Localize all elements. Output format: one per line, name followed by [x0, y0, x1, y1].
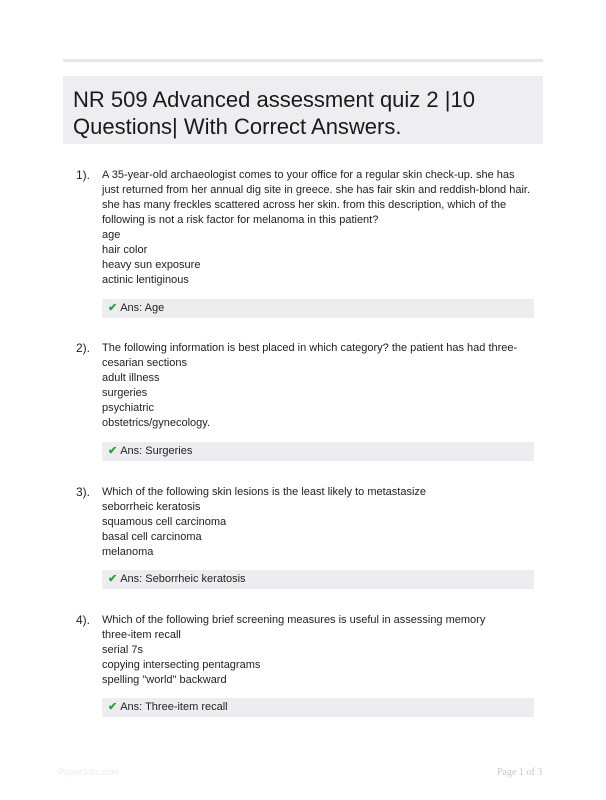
- option: adult illness: [102, 372, 160, 384]
- option: copying intersecting pentagrams: [102, 659, 261, 671]
- option: basal cell carcinoma: [102, 531, 202, 543]
- footer-watermark: PaperStitc.com: [58, 767, 120, 777]
- answer-text: Ans: Surgeries: [120, 445, 193, 457]
- check-icon: ✔: [108, 445, 118, 457]
- question-number: 2).: [76, 341, 91, 355]
- page-title: NR 509 Advanced assessment quiz 2 |10 Questions| With Correct Answers.: [73, 87, 475, 139]
- page-indicator: Page 1 of 3: [497, 767, 543, 778]
- answer-box: [102, 299, 534, 318]
- option: surgeries: [102, 387, 148, 399]
- answer-box: [102, 570, 534, 589]
- answer-text: Ans: Seborrheic keratosis: [120, 573, 246, 585]
- question-body: [102, 341, 534, 431]
- title-banner: [63, 76, 543, 144]
- answer-box: [102, 698, 534, 717]
- question-body: [102, 168, 534, 288]
- option: age: [102, 229, 121, 241]
- question-text: A 35-year-old archaeologist comes to your office for a regular skin check-up. she has just returned from her annual dig site in greece. she has fair skin and reddish-blond hair. she has many freckles scattered across her skin. from this description, which of the following is not a risk factor for melanoma in this patient?: [102, 169, 531, 226]
- option: melanoma: [102, 546, 154, 558]
- question-text: Which of the following brief screening measures is useful in assessing memory: [102, 614, 486, 626]
- option: hair color: [102, 244, 148, 256]
- question-body: [102, 613, 534, 688]
- option: squamous cell carcinoma: [102, 516, 227, 528]
- answer-text: Ans: Age: [120, 302, 165, 314]
- option: three-item recall: [102, 629, 181, 641]
- question-text: Which of the following skin lesions is the least likely to metastasize: [102, 486, 427, 498]
- question-body: [102, 485, 534, 560]
- check-icon: ✔: [108, 701, 118, 713]
- question-text: The following information is best placed in which category? the patient has had three-cesarian sections: [102, 342, 518, 369]
- check-icon: ✔: [108, 302, 118, 314]
- question-number: 3).: [76, 485, 91, 499]
- option: obstetrics/gynecology.: [102, 417, 211, 429]
- option: heavy sun exposure: [102, 259, 201, 271]
- option: serial 7s: [102, 644, 143, 656]
- answer-box: [102, 442, 534, 461]
- answer-text: Ans: Three-item recall: [120, 701, 228, 713]
- top-divider: [63, 59, 543, 62]
- option: spelling "world" backward: [102, 674, 227, 686]
- option: seborrheic keratosis: [102, 501, 201, 513]
- check-icon: ✔: [108, 573, 118, 585]
- option: psychiatric: [102, 402, 154, 414]
- question-number: 4).: [76, 613, 91, 627]
- question-number: 1).: [76, 168, 91, 182]
- option: actinic lentiginous: [102, 274, 189, 286]
